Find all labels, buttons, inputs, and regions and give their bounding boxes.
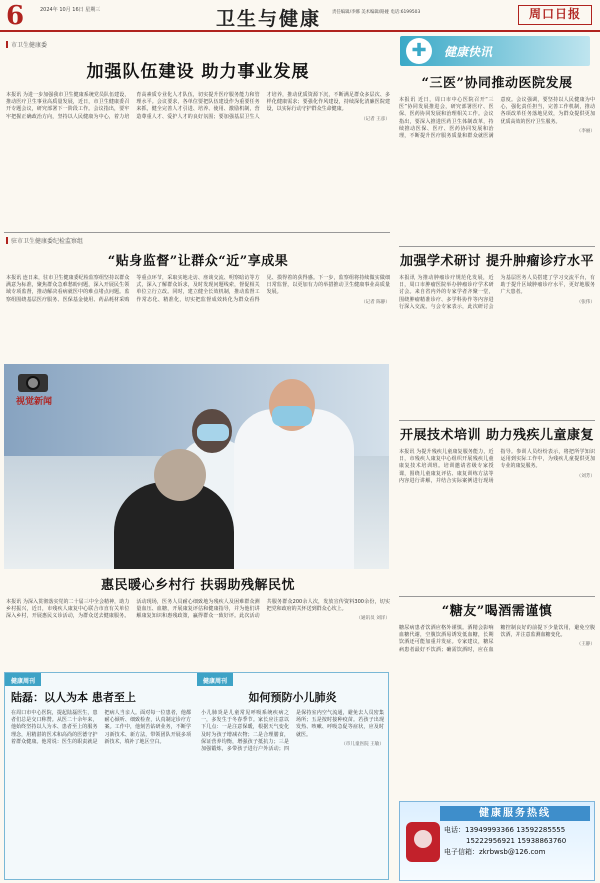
right-story1-byline: （李丽） <box>576 128 595 134</box>
telephone-icon <box>406 822 440 862</box>
story3-body: 本报讯 为深入贯彻落实党的二十届三中全会精神，助力乡村振兴，近日，市残疾人康复中心联合市直有关单位深入乡村，开展惠民义诊活动，为群众送去健康服务。活动现场，医务人员耐心细致地为残疾人及困难群众测量血压、血糖，开展康复评估和健康指导，并为他们讲解康复知识和惠残政策，赢得群众一致好评。此次活动共服务群众200余人次，发放宣传资料300余份，切实把党和政府的关怀送到群众心坎上。 （通讯员 刘洋） <box>6 599 390 622</box>
right-story3 <box>399 424 595 592</box>
right-story1 <box>399 72 595 242</box>
phone-label: 电话： <box>444 826 465 834</box>
right-story3-body: 本报讯 为提升残疾儿童康复服务能力，近日，市残疾人康复中心组织开展残疾儿童康复技术培训班。培训邀请省级专家授课，围绕儿童康复评估、康复训练方法等内容进行讲解，并结合实际案例进行现场指导。参训人员纷纷表示，将把所学知识运用到实际工作中，为残疾儿童提供更加专业的康复服务。 （刘芳） <box>399 449 595 484</box>
page-number: 6 <box>6 1 25 31</box>
column-tab-right: 健康周刊 <box>197 673 233 686</box>
health-news-badge <box>400 36 590 66</box>
column-left-article <box>11 689 191 877</box>
story2-article <box>6 236 390 362</box>
lead-byline: （记者 王彦） <box>360 116 390 122</box>
phone-numbers-2: 15222956921 15938863760 <box>466 837 567 845</box>
health-hotline-box <box>399 801 595 881</box>
lead-article <box>6 40 390 230</box>
story2-byline: （记者 陈静） <box>360 299 390 305</box>
right-story2-body: 本报讯 为推动肿瘤诊疗规范化发展，近日，周口市肿瘤医院举办肿瘤诊疗学术研讨会。来自省内外的专家学者齐聚一堂，围绕肿瘤精准诊疗、多学科协作等内容进行深入交流。与会专家表示，此次研讨会为基层医务人员搭建了学习交流平台，有助于提升区域肿瘤诊疗水平，更好地服务广大患者。 （张伟） <box>399 275 595 310</box>
column-right-article <box>201 689 384 877</box>
phone-numbers: 13949993366 13592285555 <box>465 826 566 834</box>
lead-headline: 加强队伍建设 助力事业发展 <box>86 62 310 82</box>
story2-headline: “贴身监督”让群众“近”享成果 <box>107 254 289 269</box>
section-title: 卫生与健康 <box>216 8 322 30</box>
column-left-headline: 陆磊：以人为本 患者至上 <box>11 691 136 704</box>
hotline-title: 健康服务热线 <box>440 806 590 821</box>
column-left-body: 在周口市中心医院，提起陆磊医生，患者们总是交口称赞。从医二十余年来，他始终坚持以人为本、患者至上的服务理念，用精湛的医术和高尚的医德守护着群众健康。他常说：医生的职责就是把病人当亲人。面对每一位患者，他都耐心倾听、细致检查，认真制定诊疗方案。工作中，他刻苦钻研业务，不断学习新技术、新方法，带领团队开展多项新技术，填补了地区空白。 <box>11 710 191 745</box>
right-story4 <box>399 600 595 796</box>
newspaper-logo: 周口日报 <box>518 5 592 25</box>
right-story2-headline: 加强学术研讨 提升肿瘤诊疗水平 <box>399 254 595 269</box>
story3-byline: （通讯员 刘洋） <box>356 616 390 622</box>
column-right-byline: （市儿童医院 王敏） <box>341 741 384 747</box>
right-story2-byline: （张伟） <box>576 299 595 305</box>
right-story3-headline: 开展技术培训 助力残疾儿童康复 <box>399 428 595 443</box>
editors-line: 责任编辑/李娜 美术编辑/路娅 电话:6199503 <box>332 10 421 15</box>
hotline-email: 电子信箱：zkrbwsb@126.com <box>444 848 546 856</box>
camera-icon <box>10 364 80 412</box>
health-column-box <box>4 672 389 880</box>
right-story1-headline: “三医”协同推动医院发展 <box>421 76 573 91</box>
story3-headline: 惠民暖心乡村行 扶弱助残解民忧 <box>100 578 296 593</box>
column-right-headline: 如何预防小儿肺炎 <box>248 691 337 704</box>
right-story2 <box>399 250 595 416</box>
right-story4-body: 糖尿病患者饮酒应格外谨慎。酒精会影响血糖代谢，空腹饮酒易诱发低血糖，长期饮酒还可能加重并发症。专家建议，糖尿病患者最好不饮酒；确需饮酒时，应在血糖控制良好的前提下少量饮用，避免空腹饮酒，并注意监测血糖变化。 （王静） <box>399 625 595 653</box>
hotline-contacts <box>444 825 566 858</box>
right-story4-byline: （王静） <box>576 642 595 648</box>
right-story4-headline: “糖友”喝酒需谨慎 <box>441 604 553 619</box>
story2-body: 本报讯 连日来，驻市卫生健康委纪检监察组坚持以群众满意为标准，聚焦群众急难愁盼问题，深入开展民生领域专项监督，推动解决看病就医中的难点堵点问题。监察组围绕基层医疗服务、医保基金使用、药品耗材采购等重点环节，采取实地走访、座谈交流、明察暗访等方式，深入了解群众诉求，及时发现问题线索，督促相关单位立行立改。同时，建立健全长效机制，推动监督工作常态化、精准化，切实把监督成效转化为群众看得见、摸得着的获得感。下一步，监察组将持续做实做细日常监督，以更加有力的举措推动卫生健康事业高质量发展。 （记者 陈静） <box>6 275 390 305</box>
right-story1-body: 本报讯 近日，周口市中心医院召开“三医”协同发展推进会，研究部署医疗、医保、医药协同发展和治理相关工作。会议指出，要深入推进医药卫生体制改革，持续推动医保、医疗、医药协同发展和治理，不断提升医疗服务质量和群众就医满意度。会议强调，要坚持以人民健康为中心，强化责任担当，完善工作机制，推动各项改革任务落地见效，为群众提供更加优质高效的医疗卫生服务。 （李丽） <box>399 97 595 140</box>
medical-cross-icon: ✚ <box>406 38 432 64</box>
news-photo <box>4 364 389 569</box>
badge-text: 健康快讯 <box>444 45 493 59</box>
story2-kicker: 驻市卫生健康委纪检监察组 <box>6 236 390 245</box>
story3-article <box>6 574 390 670</box>
column-tab-left: 健康周刊 <box>5 673 41 686</box>
column-right-body: 小儿肺炎是儿童常见呼吸系统疾病之一，多发生于冬春季节。家长应注意以下几点：一是注意保暖，根据天气变化及时为孩子增减衣物；二是合理膳食，保证营养均衡，增强孩子抵抗力；三是加强锻炼，多带孩子进行户外活动；四是保持室内空气流通，避免去人员密集场所；五是按时接种疫苗。若孩子出现发热、咳嗽、呼吸急促等症状，应及时就医。 （市儿童医院 王敏） <box>201 710 384 753</box>
masthead <box>0 0 600 32</box>
lead-body: 本报讯 为进一步加强我市卫生健康系统党员队伍建设，推动医疗卫生事业高质量发展，近日，市卫生健康委召开专题会议，研究部署下一阶段工作。会议指出，要牢牢把握正确政治方向，坚持以人民健康为中心，着力培育高素质专业化人才队伍，切实提升医疗服务能力和管理水平。会议要求，各单位要把队伍建设作为重要任务来抓，健全完善人才引进、培养、使用、激励机制，营造尊重人才、爱护人才的良好氛围；要加强基层卫生人才培养，推动优质资源下沉，不断满足群众多层次、多样化健康需求；要强化作风建设，持续深化清廉医院建设，以实际行动守护群众生命健康。 （记者 王彦） <box>6 92 390 122</box>
photo-label: 视觉新闻 <box>16 397 53 407</box>
right-story3-byline: （刘芳） <box>576 473 595 479</box>
lead-kicker: 市卫生健康委 <box>6 40 390 49</box>
date-line: 2024年 10月 16日 星期三 <box>40 7 101 13</box>
